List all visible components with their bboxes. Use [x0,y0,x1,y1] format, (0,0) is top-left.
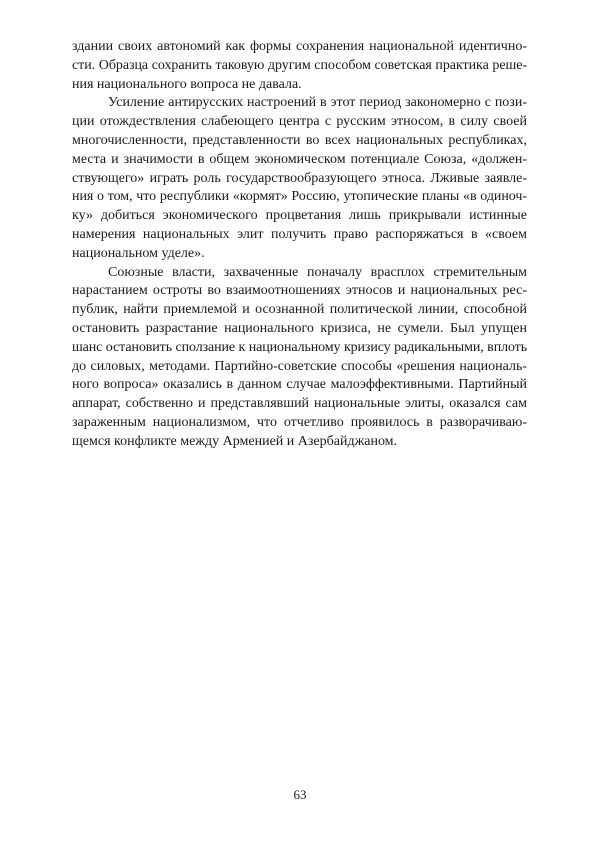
text-line: сти. Образца сохранить таковую другим способом советская практика реше- [72,57,527,73]
paragraph-1 [72,38,527,94]
text-line: остановить разрастание национального кризиса, не сумели. Был упущен [72,320,527,336]
paragraph-2 [72,94,527,263]
text-line: ку» добиться экономического процветания лишь прикрывали истинные [72,208,527,224]
text-line: нарастанием остроты во взаимоотношениях этносов и национальных рес- [72,283,527,299]
text-line: многочисленности, представленности во всех национальных республиках, [72,132,527,148]
text-line: зараженным национализмом, что отчетливо проявилось в разворачиваю- [72,414,527,430]
paragraph-3 [72,264,527,452]
page-number: 63 [293,787,307,802]
text-line: ного вопроса» оказались в данном случае малоэффективными. Партийный [72,377,527,393]
text-line: щемся конфликте между Арменией и Азербайджаном. [72,433,398,449]
text-line: публик, найти приемлемой и осознанной политической линии, способной [72,302,527,318]
text-line: шанс остановить сползание к национальному кризису радикальными, вплоть [72,339,527,355]
text-line: ния о том, что республики «кормят» Россию, утопические планы «в одиноч- [72,189,527,205]
text-line: ции отождествления слабеющего центра с русским этносом, в силу своей [72,114,527,130]
text-line: Усиление антирусских настроений в этот период закономерно с пози- [108,95,527,111]
text-line: здании своих автономий как формы сохранения национальной идентично- [72,39,527,54]
text-line: Союзные власти, захваченные поначалу врасплох стремительным [108,264,527,280]
text-line: намерения национальных элит получить право распоряжаться в «своем [72,226,527,242]
text-line: ствующего» играть роль государствообразующего этноса. Лживые заявле- [72,170,527,186]
text-line: места и значимости в общем экономическом потенциале Союза, «должен- [72,151,527,167]
text-line: аппарат, собственно и представлявший национальные элиты, оказался сам [72,396,527,412]
text-line: ния национального вопроса не давала. [72,76,302,92]
page-body [72,38,527,452]
text-line: национальном уделе». [72,245,205,261]
text-line: до силовых, методами. Партийно-советские способы «решения националь- [72,358,527,374]
